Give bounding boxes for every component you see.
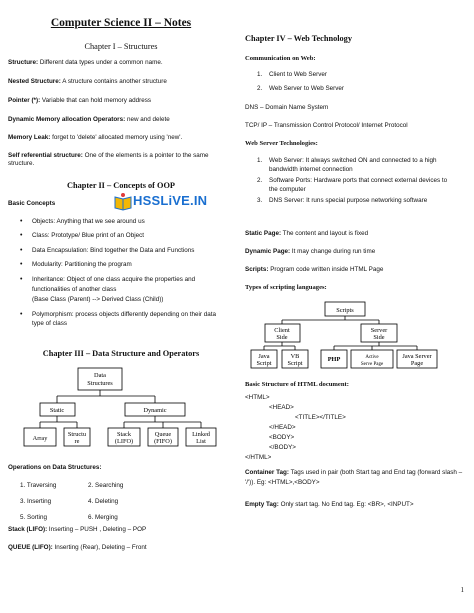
list-item: • Polymorphism: process objects differently depending on their data type of class [20, 311, 216, 328]
html-structure-heading: Basic Structure of HTML document: [245, 381, 349, 388]
diagram-asp-line2: Serve Page [360, 362, 384, 367]
diagram-structure-line2: re [74, 438, 80, 445]
bullet-icon: • [20, 218, 23, 225]
diagram-jsp-line1: Java Server [402, 353, 432, 360]
diagram-scripts-label: Scripts [336, 307, 354, 314]
static-page-definition: Static Page: The content and layout is fixed [245, 230, 369, 237]
html-line: </HTML> [245, 453, 272, 461]
diagram-queue-line2: (FIFO) [154, 438, 172, 445]
diagram-queue-line1: Queue [154, 431, 172, 438]
oop-concepts-list [8, 218, 234, 329]
self-referential-definition: Self referential structure: One of the elements is a pointer to the same structure. [8, 152, 209, 167]
communication-heading: Communication on Web: [245, 55, 316, 62]
bullet-icon: • [20, 246, 23, 254]
diagram-jsp-line2: Page [410, 360, 424, 367]
communication-list [245, 71, 467, 93]
queue-operations: QUEUE (LIFO): Inserting (Rear), Deleting – Front [8, 544, 147, 551]
list-item: • Class: Prototype/ Blue print of an Object [20, 232, 145, 240]
dynamic-page-definition: Dynamic Page: It may change during run time [245, 248, 376, 255]
diagram-asp-line1: Active [365, 355, 379, 360]
html-line: <BODY> [269, 433, 295, 441]
list-item: • Data Encapsulation: Bind together the Data and Functions [20, 246, 195, 254]
html-line: </HEAD> [269, 423, 296, 431]
dynamic-memory-definition: Dynamic Memory allocation Operators: new and delete [8, 116, 170, 123]
list-item: 2. Software Ports: Hardware ports that connect external devices to the computer [257, 176, 448, 194]
stack-operations: Stack (LIFO): Inserting – PUSH , Deleting – POP [8, 526, 147, 533]
diagram-array-label: Array [32, 435, 48, 442]
list-item: • Inheritance: Object of one class acquire the properties and functionalities of another class [20, 276, 196, 293]
list-item: • Objects: Anything that we see around us [20, 218, 145, 225]
list-item: 3. DNS Server: It runs special purpose networking software [257, 196, 428, 204]
scripts-definition: Scripts: Program code written inside HTML Page [245, 266, 384, 273]
diagram-stack-line2: (LIFO) [114, 438, 134, 445]
diagram-server-line1: Server [370, 327, 388, 334]
nested-structure-definition: Nested Structure: A structure contains another structure [8, 78, 167, 85]
diagram-vb-line1: VB [290, 353, 300, 360]
html-line: <HEAD> [269, 403, 294, 411]
book-icon [113, 192, 133, 212]
chapter-2-heading: Chapter II – Concepts of OOP [67, 181, 175, 190]
chapter-3-heading: Chapter III – Data Structure and Operators [42, 349, 200, 358]
web-server-tech-list [245, 156, 467, 205]
dns-definition: DNS – Domain Name System [245, 104, 329, 111]
list-item: 1. Web Server: It always switched ON and connected to a high bandwidth internet connection [257, 157, 437, 174]
html-line: <TITLE></TITLE> [295, 413, 346, 421]
diagram-java-line1: Java [258, 353, 270, 360]
hsslive-logo [113, 190, 233, 214]
structure-definition: Structure: Different data types under a common name. [8, 59, 163, 66]
memory-leak-definition: Memory Leak: forget to 'delete' allocated memory using 'new'. [8, 134, 183, 141]
diagram-structure-line1: Structu [67, 431, 87, 438]
diagram-client-line1: Client [274, 327, 290, 334]
bullet-icon: • [20, 232, 23, 240]
basic-concepts-label: Basic Concepts [8, 200, 56, 207]
diagram-root-line2: Structures [87, 380, 113, 387]
operations-grid [20, 482, 220, 530]
inheritance-note: (Base Class (Parent) --> Derived Class (Child)) [32, 295, 164, 303]
bullet-icon: • [20, 311, 23, 319]
operations-row: 5. Sorting 6. Merging [20, 514, 118, 521]
diagram-php-label: PHP [327, 356, 341, 363]
html-line: </BODY> [269, 443, 296, 451]
diagram-server-line2: Side [373, 334, 385, 341]
diagram-client-line2: Side [276, 334, 288, 341]
chapter-1-heading: Chapter I – Structures [84, 42, 158, 51]
data-structures-diagram [8, 362, 234, 454]
web-server-tech-heading: Web Server Technologies: [245, 140, 318, 147]
container-tag-definition: Container Tag: Tags used in pair (both Start tag and End tag (forward slash – '/')). Eg: <HTML>,<BODY> [245, 469, 463, 486]
scripting-languages-diagram [245, 298, 467, 374]
html-line: <HTML> [245, 394, 270, 401]
diagram-stack-line1: Stack [117, 431, 131, 438]
diagram-linked-line2: List [196, 438, 206, 445]
tcp-definition: TCP/ IP – Transmission Control Protocol/ Internet Protocol [245, 122, 408, 129]
diagram-linked-line1: Linked [192, 431, 210, 438]
scripting-types-heading: Types of scripting languages: [245, 284, 327, 291]
list-item: • Modularity: Partitioning the program [20, 261, 132, 269]
bullet-icon: • [20, 261, 23, 269]
page-number: 1 [460, 586, 464, 594]
operations-row: 3. Inserting 4. Deleting [20, 498, 119, 505]
chapter-4-heading: Chapter IV – Web Technology [245, 34, 352, 43]
list-item: 1. Client to Web Server [257, 71, 327, 78]
logo-text: HSSLiVE.IN [133, 193, 208, 208]
operations-row: 1. Traversing 2. Searching [20, 482, 124, 489]
page-title: Computer Science II – Notes [50, 17, 192, 29]
list-item: 2. Web Server to Web Server [257, 85, 345, 93]
empty-tag-definition: Empty Tag: Only start tag. No End tag. Eg: <BR>, <INPUT> [245, 501, 414, 508]
diagram-vb-line2: Script [287, 360, 303, 367]
diagram-java-line2: Script [256, 360, 272, 367]
diagram-root-line1: Data [94, 372, 106, 379]
pointer-definition: Pointer (*): Variable that can hold memory address [8, 97, 152, 104]
operations-heading: Operations on Data Structures: [8, 464, 102, 471]
bullet-icon: • [20, 276, 23, 284]
diagram-dynamic-label: Dynamic [143, 407, 167, 414]
diagram-static-label: Static [49, 407, 65, 414]
html-structure-code [245, 393, 467, 463]
